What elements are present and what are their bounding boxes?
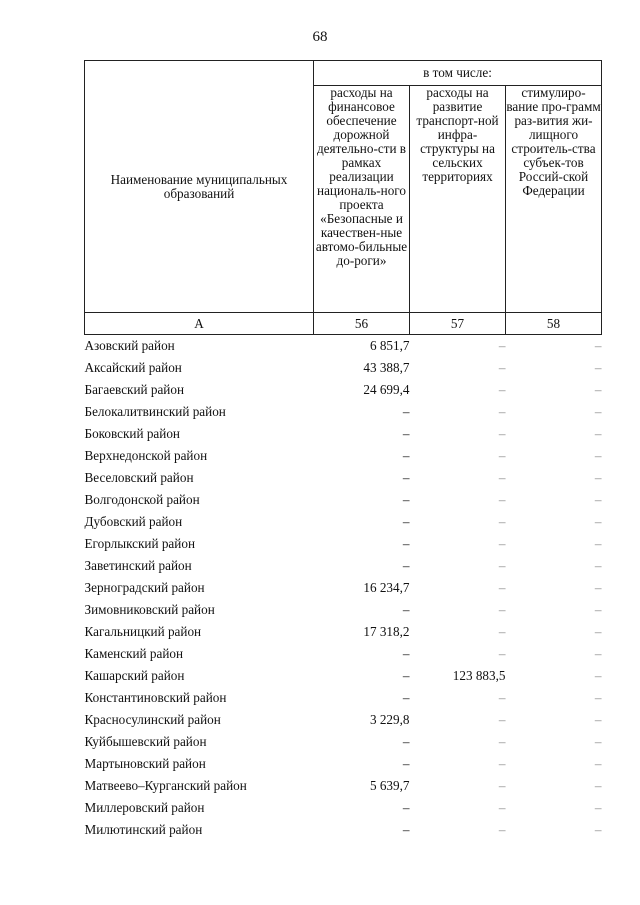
value-cell-57: – xyxy=(498,448,506,463)
district-name: Миллеровский район xyxy=(84,800,205,815)
table-row xyxy=(85,555,602,577)
district-name: Боковский район xyxy=(84,426,180,441)
value-cell-57: – xyxy=(498,646,506,661)
value-cell-58: – xyxy=(594,382,602,397)
value-cell-56: – xyxy=(402,822,410,837)
value-cell-57: – xyxy=(498,822,506,837)
table-row xyxy=(85,335,602,358)
column-header-56: расходы на финансовое обеспечение дорожной деятельно-сти в рамках реализации националь-ного проекта «Безопасные и качествен-ные автомо-бильные до-роги» xyxy=(314,86,410,313)
name-column-header: Наименование муниципальных образований xyxy=(85,61,314,313)
value-cell-58: – xyxy=(594,624,602,639)
district-name: Заветинский район xyxy=(84,558,192,573)
table-row xyxy=(85,445,602,467)
table-row xyxy=(85,797,602,819)
district-name: Кашарский район xyxy=(84,668,185,683)
value-cell-56: – xyxy=(402,800,410,815)
table-row xyxy=(85,401,602,423)
district-name: Константиновский район xyxy=(84,690,227,705)
value-cell-56: – xyxy=(402,514,410,529)
value-cell-57: – xyxy=(498,382,506,397)
table-row xyxy=(85,379,602,401)
table-header xyxy=(85,61,602,335)
table-body xyxy=(85,335,602,842)
table-row xyxy=(85,467,602,489)
value-cell-57: – xyxy=(498,690,506,705)
column-code-58: 58 xyxy=(506,313,602,335)
including-group-header: в том числе: xyxy=(314,61,602,86)
header-row-group xyxy=(85,61,602,86)
value-cell-57: – xyxy=(498,338,506,353)
value-cell-58: – xyxy=(594,668,602,683)
district-name: Багаевский район xyxy=(84,382,185,397)
value-cell-56: – xyxy=(402,756,410,771)
table-row xyxy=(85,819,602,841)
table-row xyxy=(85,775,602,797)
table-row xyxy=(85,665,602,687)
column-header-58: стимулиро-вание про-грамм раз-вития жи-лищного строитель-ства субъек-тов Россий-ской Федерации xyxy=(506,86,602,313)
value-cell-56: 43 388,7 xyxy=(363,360,410,375)
district-name: Красносулинский район xyxy=(84,712,221,727)
value-cell-57: – xyxy=(498,360,506,375)
value-cell-57: – xyxy=(498,778,506,793)
value-cell-58: – xyxy=(594,734,602,749)
value-cell-58: – xyxy=(594,690,602,705)
district-name: Аксайский район xyxy=(84,360,182,375)
value-cell-56: – xyxy=(402,646,410,661)
district-name: Азовский район xyxy=(84,338,175,353)
value-cell-56: – xyxy=(402,734,410,749)
value-cell-56: 16 234,7 xyxy=(363,580,410,595)
value-cell-57: 123 883,5 xyxy=(452,668,506,683)
value-cell-58: – xyxy=(594,712,602,727)
budget-table xyxy=(84,60,602,841)
value-cell-58: – xyxy=(594,536,602,551)
table-row xyxy=(85,533,602,555)
value-cell-58: – xyxy=(594,404,602,419)
district-name: Верхнедонской район xyxy=(84,448,208,463)
table-row xyxy=(85,621,602,643)
value-cell-58: – xyxy=(594,822,602,837)
value-cell-57: – xyxy=(498,734,506,749)
table-row xyxy=(85,753,602,775)
district-name: Мартыновский район xyxy=(84,756,206,771)
value-cell-57: – xyxy=(498,580,506,595)
district-name: Егорлыкский район xyxy=(84,536,195,551)
table-row xyxy=(85,577,602,599)
column-code-row xyxy=(85,313,602,335)
district-name: Зимовниковский район xyxy=(84,602,215,617)
value-cell-56: – xyxy=(402,602,410,617)
value-cell-57: – xyxy=(498,492,506,507)
column-code-a: А xyxy=(85,313,314,335)
district-name: Зерноградский район xyxy=(84,580,205,595)
district-name: Кагальницкий район xyxy=(84,624,202,639)
value-cell-58: – xyxy=(594,448,602,463)
value-cell-58: – xyxy=(594,580,602,595)
value-cell-56: – xyxy=(402,404,410,419)
district-name: Дубовский район xyxy=(84,514,183,529)
value-cell-56: 5 639,7 xyxy=(369,778,410,793)
table-row xyxy=(85,357,602,379)
value-cell-58: – xyxy=(594,756,602,771)
value-cell-57: – xyxy=(498,514,506,529)
column-code-57: 57 xyxy=(410,313,506,335)
value-cell-58: – xyxy=(594,426,602,441)
value-cell-58: – xyxy=(594,646,602,661)
value-cell-57: – xyxy=(498,712,506,727)
value-cell-58: – xyxy=(594,492,602,507)
value-cell-56: 6 851,7 xyxy=(369,338,410,353)
value-cell-56: 24 699,4 xyxy=(363,382,410,397)
district-name: Каменский район xyxy=(84,646,184,661)
table-row xyxy=(85,423,602,445)
value-cell-57: – xyxy=(498,624,506,639)
value-cell-57: – xyxy=(498,558,506,573)
table-row xyxy=(85,511,602,533)
value-cell-58: – xyxy=(594,470,602,485)
column-code-56: 56 xyxy=(314,313,410,335)
value-cell-56: – xyxy=(402,558,410,573)
value-cell-56: 3 229,8 xyxy=(369,712,410,727)
value-cell-57: – xyxy=(498,404,506,419)
table-row xyxy=(85,731,602,753)
value-cell-56: 17 318,2 xyxy=(363,624,410,639)
district-name: Матвеево–Курганский район xyxy=(84,778,247,793)
value-cell-57: – xyxy=(498,470,506,485)
value-cell-57: – xyxy=(498,426,506,441)
value-cell-57: – xyxy=(498,536,506,551)
table-row xyxy=(85,709,602,731)
table-row xyxy=(85,489,602,511)
value-cell-56: – xyxy=(402,668,410,683)
value-cell-56: – xyxy=(402,492,410,507)
value-cell-57: – xyxy=(498,800,506,815)
value-cell-56: – xyxy=(402,426,410,441)
value-cell-56: – xyxy=(402,536,410,551)
value-cell-58: – xyxy=(594,514,602,529)
value-cell-57: – xyxy=(498,756,506,771)
district-name: Белокалитвинский район xyxy=(84,404,226,419)
value-cell-57: – xyxy=(498,602,506,617)
value-cell-58: – xyxy=(594,602,602,617)
district-name: Милютинский район xyxy=(84,822,203,837)
table-row xyxy=(85,643,602,665)
value-cell-58: – xyxy=(594,338,602,353)
value-cell-58: – xyxy=(594,558,602,573)
table-row xyxy=(85,599,602,621)
district-name: Куйбышевский район xyxy=(84,734,207,749)
district-name: Волгодонской район xyxy=(84,492,200,507)
value-cell-58: – xyxy=(594,360,602,375)
value-cell-56: – xyxy=(402,690,410,705)
page-number: 68 xyxy=(312,29,328,45)
district-name: Веселовский район xyxy=(84,470,194,485)
column-header-57: расходы на развитие транспорт-ной инфра-структуры на сельских территориях xyxy=(410,86,506,313)
table-row xyxy=(85,687,602,709)
value-cell-56: – xyxy=(402,448,410,463)
value-cell-56: – xyxy=(402,470,410,485)
value-cell-58: – xyxy=(594,778,602,793)
value-cell-58: – xyxy=(594,800,602,815)
